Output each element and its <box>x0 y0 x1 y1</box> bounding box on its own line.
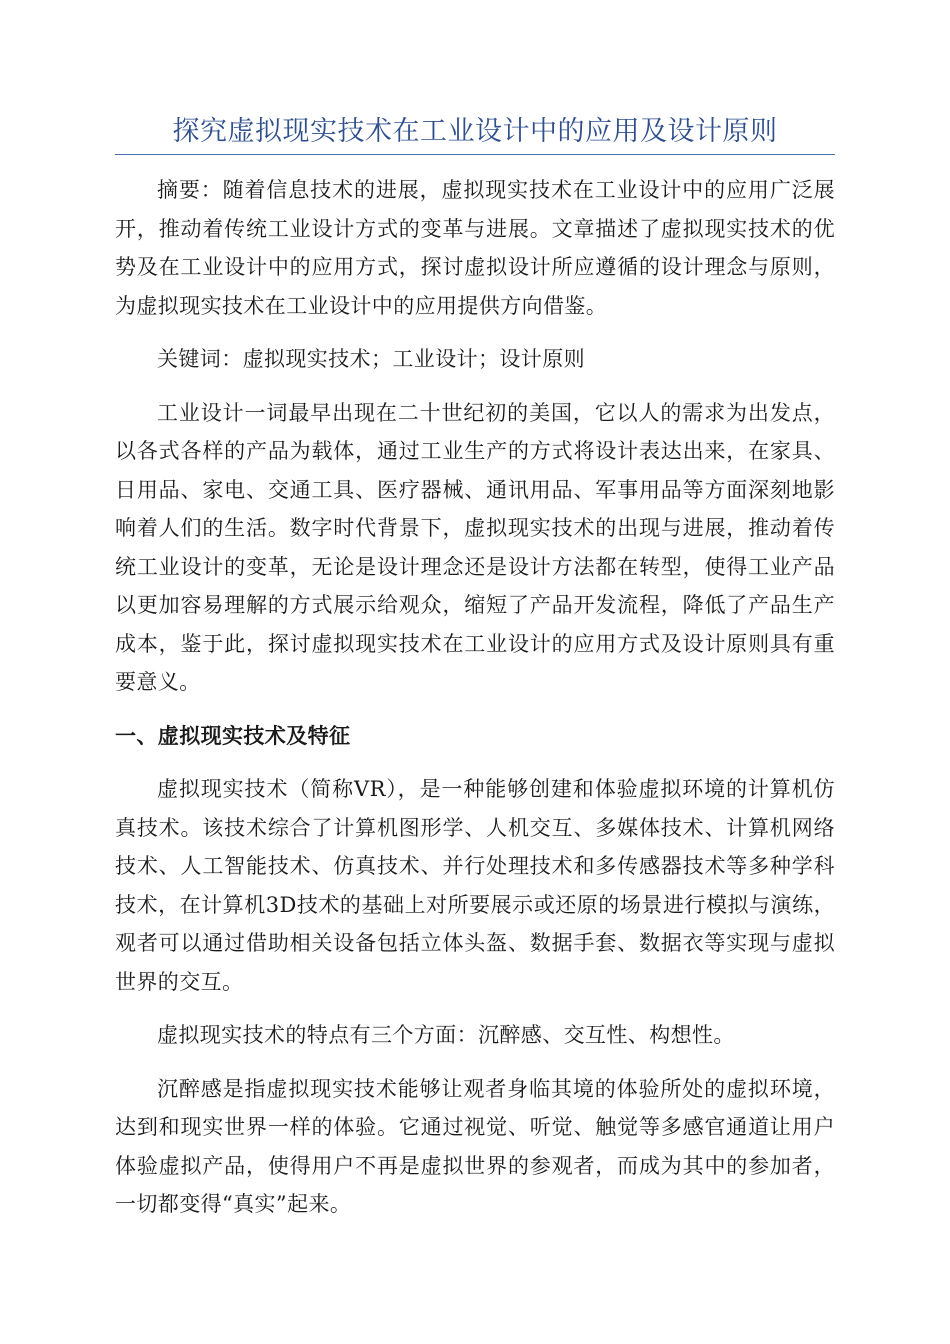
document-title: 探究虚拟现实技术在工业设计中的应用及设计原则 <box>172 116 778 147</box>
title-underline <box>115 154 835 155</box>
abstract-paragraph: 摘要：随着信息技术的进展，虚拟现实技术在工业设计中的应用广泛展开，推动着传统工业设计方式的变革与进展。文章描述了虚拟现实技术的优势及在工业设计中的应用方式，探讨虚拟设计所应遵循的设计理念与原则，为虚拟现实技术在工业设计中的应用提供方向借鉴。 <box>115 178 835 318</box>
intro-paragraph: 工业设计一词最早出现在二十世纪初的美国，它以人的需求为出发点，以各式各样的产品为载体，通过工业生产的方式将设计表达出来，在家具、日用品、家电、交通工具、医疗器械、通讯用品、军事用品等方面深刻地影响着人们的生活。数字时代背景下，虚拟现实技术的出现与进展，推动着传统工业设计的变革，无论是设计理念还是设计方法都在转型，使得工业产品以更加容易理解的方式展示给观众，缩短了产品开发流程，降低了产品生产成本，鉴于此，探讨虚拟现实技术在工业设计的应用方式及设计原则具有重要意义。 <box>115 400 835 694</box>
document-body <box>115 171 835 1239</box>
section-paragraph-immersion: 沉醉感是指虚拟现实技术能够让观者身临其境的体验所处的虚拟环境，达到和现实世界一样的体验。它通过视觉、听觉、触觉等多感官通道让用户体验虚拟产品，使得用户不再是虚拟世界的参观者，而成为其中的参加者，一切都变得“真实”起来。 <box>115 1076 835 1216</box>
section-paragraph-vr-definition: 虚拟现实技术（简称VR），是一种能够创建和体验虚拟环境的计算机仿真技术。该技术综合了计算机图形学、人机交互、多媒体技术、计算机网络技术、人工智能技术、仿真技术、并行处理技术和多传感器技术等多种学科技术，在计算机3D技术的基础上对所要展示或还原的场景进行模拟与演练，观者可以通过借助相关设备包括立体头盔、数据手套、数据衣等实现与虚拟世界的交互。 <box>115 777 835 994</box>
section-paragraph-vr-features: 虚拟现实技术的特点有三个方面：沉醉感、交互性、构想性。 <box>157 1023 735 1047</box>
keywords-paragraph: 关键词：虚拟现实技术；工业设计；设计原则 <box>157 347 585 371</box>
section-heading: 一、虚拟现实技术及特征 <box>115 723 351 748</box>
